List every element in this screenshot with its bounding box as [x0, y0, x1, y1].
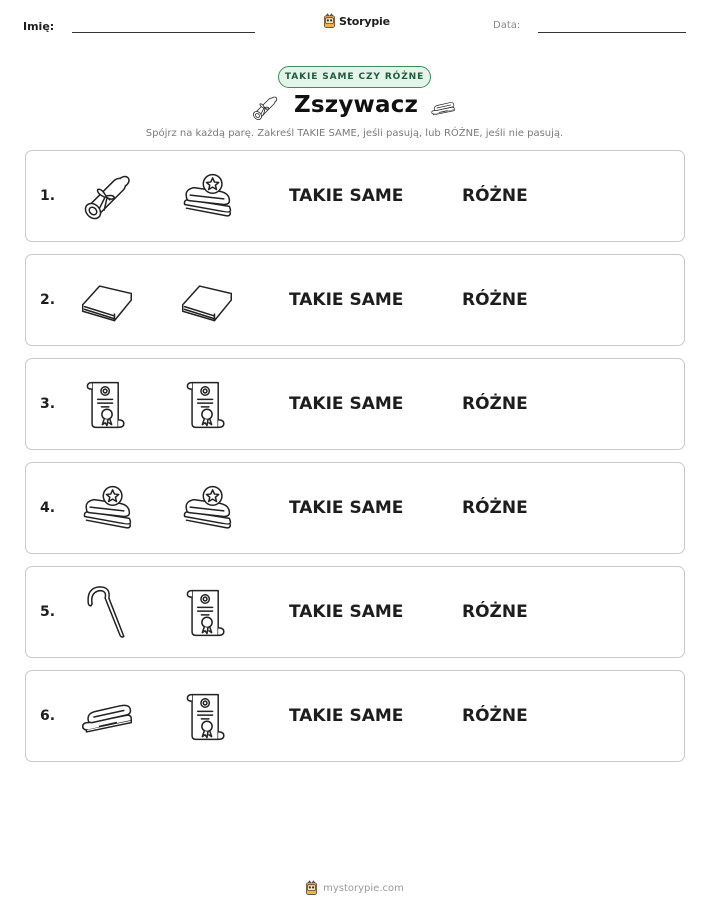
- exercise-row: [25, 358, 685, 450]
- left-picture: [78, 585, 136, 641]
- exercise-row: [25, 670, 685, 762]
- row-number: 1.: [40, 188, 56, 204]
- date-field-line[interactable]: [538, 32, 686, 33]
- name-field-line[interactable]: [72, 32, 255, 33]
- right-picture: [178, 377, 236, 433]
- footer-link[interactable]: mystorypie.com: [323, 882, 404, 894]
- stapler-icon: [78, 689, 136, 745]
- brand-name: Storypie: [339, 14, 390, 28]
- different-option[interactable]: RÓŻNE: [462, 394, 528, 414]
- stapler-icon: [427, 95, 459, 121]
- left-picture: [78, 377, 136, 433]
- row-number: 4.: [40, 500, 56, 516]
- row-number: 5.: [40, 604, 56, 620]
- same-option[interactable]: TAKIE SAME: [289, 706, 404, 726]
- certificate-icon: [178, 689, 236, 745]
- cane-icon: [78, 585, 136, 641]
- page-title: Zszywacz: [294, 92, 419, 118]
- storypie-mascot-icon: [305, 880, 318, 896]
- different-option[interactable]: RÓŻNE: [462, 498, 528, 518]
- right-picture: [178, 689, 236, 745]
- same-option[interactable]: TAKIE SAME: [289, 186, 404, 206]
- left-picture: [78, 169, 136, 225]
- date-label: Data:: [493, 20, 521, 31]
- paper-stack-icon: [178, 273, 236, 329]
- exercise-row: [25, 150, 685, 242]
- certificate-icon: [178, 585, 236, 641]
- exercise-row: [25, 462, 685, 554]
- same-option[interactable]: TAKIE SAME: [289, 602, 404, 622]
- left-picture: [78, 689, 136, 745]
- scroll-icon: [250, 93, 280, 123]
- stapler-star-icon: [178, 481, 236, 537]
- storypie-mascot-icon: [323, 13, 336, 29]
- same-option[interactable]: TAKIE SAME: [289, 498, 404, 518]
- row-number: 3.: [40, 396, 56, 412]
- name-label: Imię:: [23, 20, 55, 33]
- instructions: Spójrz na każdą parę. Zakreśl TAKIE SAME, jeśli pasują, lub RÓŻNE, jeśli nie pasują.: [145, 128, 564, 139]
- footer: [0, 880, 709, 896]
- title-row: [0, 92, 709, 124]
- left-picture: [78, 273, 136, 329]
- exercise-row: [25, 566, 685, 658]
- certificate-icon: [78, 377, 136, 433]
- different-option[interactable]: RÓŻNE: [462, 290, 528, 310]
- right-picture: [178, 481, 236, 537]
- same-option[interactable]: TAKIE SAME: [289, 394, 404, 414]
- certificate-icon: [178, 377, 236, 433]
- exercise-row: [25, 254, 685, 346]
- worksheet-header: [0, 0, 709, 50]
- different-option[interactable]: RÓŻNE: [462, 602, 528, 622]
- exercise-list: [25, 150, 685, 774]
- row-number: 6.: [40, 708, 56, 724]
- different-option[interactable]: RÓŻNE: [462, 186, 528, 206]
- right-picture: [178, 585, 236, 641]
- row-number: 2.: [40, 292, 56, 308]
- brand: [323, 13, 390, 29]
- right-picture: [178, 273, 236, 329]
- same-option[interactable]: TAKIE SAME: [289, 290, 404, 310]
- worksheet-type-badge: TAKIE SAME CZY RÓŻNE: [278, 66, 431, 88]
- stapler-star-icon: [178, 169, 236, 225]
- rolled-scroll-icon: [78, 169, 136, 225]
- left-picture: [78, 481, 136, 537]
- stapler-star-icon: [78, 481, 136, 537]
- different-option[interactable]: RÓŻNE: [462, 706, 528, 726]
- paper-stack-icon: [78, 273, 136, 329]
- right-picture: [178, 169, 236, 225]
